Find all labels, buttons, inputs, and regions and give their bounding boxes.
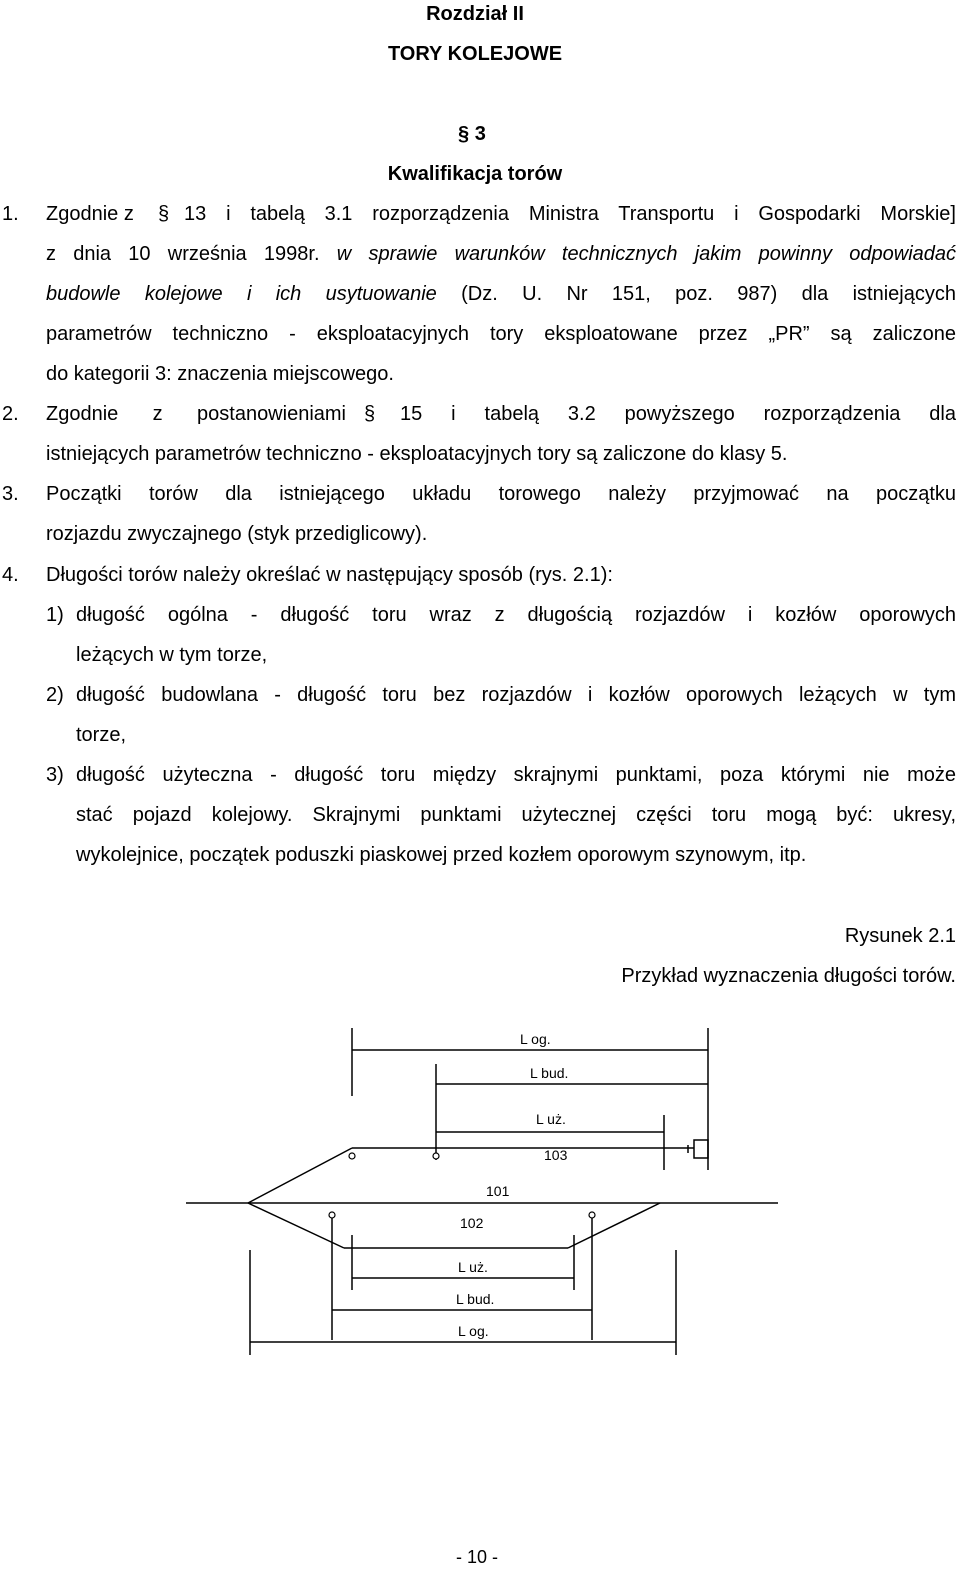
p1-line4: parametrów techniczno - eksploatacyjnych tory eksploatowane przez „PR” są zaliczone	[46, 323, 956, 345]
clearance-marker	[349, 1153, 355, 1159]
item-3-line2: stać pojazd kolejowy. Skrajnymi punktami użytecznej części toru mogą być: ukresy,	[76, 804, 956, 826]
p1-line3-a: budowle kolejowe i ich usytuowanie	[46, 283, 437, 305]
label-l-og-top: L og.	[520, 1031, 551, 1047]
label-l-uz-top: L uż.	[536, 1111, 566, 1127]
section-symbol: §	[364, 403, 376, 425]
figure-caption-text: Przykład wyznaczenia długości torów.	[621, 965, 956, 987]
clearance-marker	[589, 1212, 595, 1218]
switch-diverge-102	[248, 1203, 344, 1248]
item-3-line3: wykolejnice, początek poduszki piaskowej przed kozłem oporowym szynowym, itp.	[76, 844, 807, 866]
label-l-bud-bottom: L bud.	[456, 1291, 495, 1307]
p1-line2	[46, 242, 956, 266]
p2-line1-a: Zgodnie z postanowieniami	[46, 403, 346, 425]
page-number: - 10 -	[456, 1547, 499, 1567]
p3-line1: Początki torów dla istniejącego układu torowego należy przyjmować na początku	[46, 483, 956, 505]
item-2-number: 2)	[46, 684, 64, 706]
paragraph-4-number: 4.	[2, 564, 19, 586]
clearance-marker	[433, 1153, 439, 1159]
p1-line3-b: (Dz. U. Nr 151, poz. 987) dla istniejących	[461, 283, 956, 305]
label-l-bud-top: L bud.	[530, 1065, 569, 1081]
paragraph-2-number: 2.	[2, 403, 19, 425]
paragraph-1-number: 1.	[2, 203, 19, 225]
clearance-marker	[329, 1212, 335, 1218]
figure-caption-number: Rysunek 2.1	[844, 925, 956, 947]
item-1-number: 1)	[46, 604, 64, 626]
item-1-line1: długość ogólna - długość toru wraz z długością rozjazdów i kozłów oporowych	[76, 604, 956, 626]
section-title: Kwalifikacja torów	[387, 163, 563, 185]
item-3-line1: długość użyteczna - długość toru między skrajnymi punktami, poza którymi nie może	[76, 764, 956, 786]
p1-line1-a: Zgodnie z	[46, 203, 134, 225]
p1-line3	[46, 282, 956, 306]
p1-line5: do kategorii 3: znaczenia miejscowego.	[46, 363, 394, 385]
label-track-102: 102	[460, 1215, 484, 1231]
chapter-title: TORY KOLEJOWE	[387, 43, 563, 65]
p2-line1-b: 15 i tabelą 3.2 powyższego rozporządzenia dla	[400, 403, 956, 425]
buffer-stop	[694, 1140, 708, 1158]
section-number: 3	[474, 123, 486, 145]
track-length-diagram	[0, 1020, 960, 1360]
p1-line2-b: w sprawie warunków technicznych jakim powinny odpowiadać	[336, 243, 957, 265]
section-heading	[458, 122, 486, 146]
p2-line2: istniejących parametrów techniczno - eksploatacyjnych tory są zaliczone do klasy 5.	[46, 443, 788, 465]
label-l-og-bottom: L og.	[458, 1323, 489, 1339]
switch-diverge-103	[248, 1148, 352, 1203]
p1-line1-b: 13 i tabelą 3.1 rozporządzenia Ministra Transportu i Gospodarki Morskie]	[184, 203, 956, 225]
p4-line1: Długości torów należy określać w następujący sposób (rys. 2.1):	[46, 564, 613, 586]
item-1-line2: leżących w tym torze,	[76, 644, 268, 666]
item-2-line2: torze,	[76, 724, 127, 746]
switch-converge-102	[568, 1203, 660, 1248]
section-symbol: §	[158, 203, 170, 225]
label-l-uz-bottom: L uż.	[458, 1259, 488, 1275]
p3-line2: rozjazdu zwyczajnego (styk przediglicowy).	[46, 523, 428, 545]
label-track-103: 103	[544, 1147, 568, 1163]
label-track-101: 101	[486, 1183, 510, 1199]
item-2-line1: długość budowlana - długość toru bez rozjazdów i kozłów oporowych leżących w tym	[76, 684, 956, 706]
chapter-heading: Rozdział II	[426, 3, 524, 25]
item-3-number: 3)	[46, 764, 64, 786]
section-symbol: §	[458, 123, 470, 145]
p1-line2-a: z dnia 10 września 1998r.	[46, 243, 320, 265]
paragraph-3-number: 3.	[2, 483, 19, 505]
